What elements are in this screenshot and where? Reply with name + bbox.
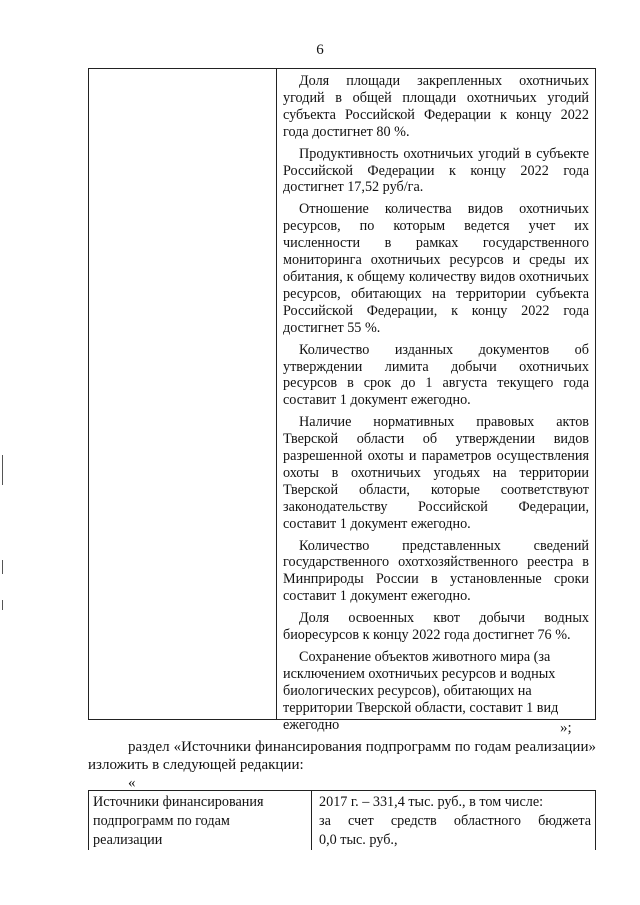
funding-value-cell — [319, 793, 591, 850]
funding-value-line: за счет средств областного бюджета — [319, 813, 591, 829]
indicator-paragraph: Доля площади закрепленных охотничьих угодий в общей площади охотничьих угодий субъекта Российской Федерации к концу 2022 года достигнет 80 %. — [283, 73, 589, 140]
indicator-paragraph: Количество представленных сведений государственного охотхозяйственного реестра в Минприроды России в установленные сроки составит 1 документ ежегодно. — [283, 537, 589, 605]
scan-margin-mark — [2, 560, 3, 574]
funding-label-cell — [93, 793, 307, 850]
indicator-paragraph: Доля освоенных квот добычи водных биоресурсов к концу 2022 года достигнет 76 %. — [283, 610, 589, 644]
funding-value-line: 0,0 тыс. руб., — [319, 832, 398, 848]
scan-margin-mark — [2, 455, 3, 485]
opening-quote: « — [128, 775, 136, 791]
table-column-divider — [311, 791, 312, 850]
funding-table — [88, 790, 596, 850]
funding-value-line: 2017 г. – 331,4 тыс. руб., в том числе: — [319, 794, 544, 810]
section-instruction: раздел «Источники финансирования подпрограмм по годам реализации» изложить в следующей редакции: — [88, 739, 596, 773]
funding-label-line: подпрограмм по годам — [93, 813, 230, 829]
indicator-paragraph: Наличие нормативных правовых актов Тверской области об утверждении видов разрешенной охоты и параметров осуществления охоты в охотничьих угодьях на территории Тверской области, которые соответствуют законодательству Российской Федерации, составит 1 документ ежегодно. — [283, 414, 589, 532]
indicator-paragraph: Отношение количества видов охотничьих ресурсов, по которым ведется учет их численности в рамках государственного мониторинга охотничьих ресурсов и среды их обитания, к общему количеству видов охотничьих ресурсов, обитающих на территории субъекта Российской Федерации, к концу 2022 года достигнет 55 %. — [283, 201, 589, 336]
indicator-paragraph: Количество изданных документов об утверждении лимита добычи охотничьих ресурсов в срок до 1 августа текущего года составит 1 документ ежегодно. — [283, 341, 589, 409]
table-column-divider — [276, 69, 277, 719]
indicator-paragraph: Продуктивность охотничьих угодий в субъекте Российской Федерации к концу 2022 года достигнет 17,52 руб/га. — [283, 145, 589, 196]
indicator-paragraph: Сохранение объектов животного мира (за исключением охотничьих ресурсов и водных биологических ресурсов), обитающих на территории Тверской области, составит 1 вид ежегодно — [283, 649, 559, 733]
funding-label-line: Источники финансирования — [93, 794, 264, 810]
table-cell-indicators — [283, 73, 589, 739]
closing-quote: »; — [560, 720, 572, 736]
indicators-table — [88, 68, 596, 733]
scan-margin-mark — [2, 600, 3, 610]
funding-label-line: реализации — [93, 832, 163, 848]
page-number: 6 — [316, 42, 324, 58]
